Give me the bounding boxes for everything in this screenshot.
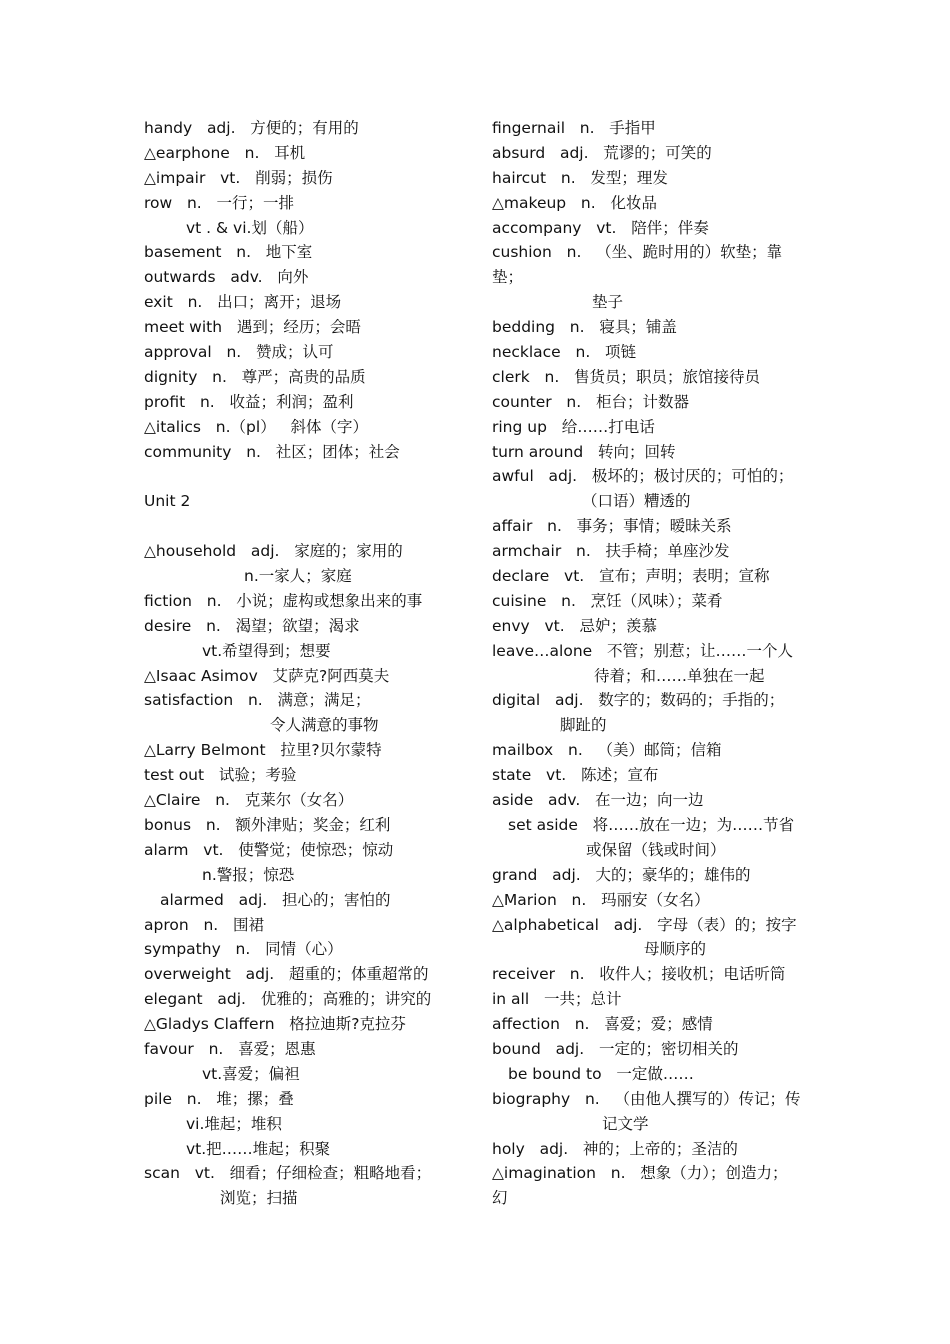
vocabulary-column-right: [492, 116, 812, 1211]
vocab-entry: alarm vt. 使警觉；使惊恐；惊动: [144, 840, 394, 859]
unit-heading: Unit 2: [144, 492, 191, 511]
vocab-entry: desire n. 渴望；欲望；渴求: [144, 616, 360, 635]
vocab-entry: clerk n. 售货员；职员；旅馆接待员: [492, 367, 761, 386]
vocab-entry: elegant adj. 优雅的；高雅的；讲究的: [144, 990, 432, 1009]
vocab-entry: vi.堆起；堆积: [186, 1114, 282, 1133]
vocab-entry: 幻: [492, 1189, 508, 1208]
vocab-entry: △imagination n. 想象（力）；创造力；: [492, 1164, 788, 1183]
vocab-entry: vt . & vi.划（船）: [186, 218, 314, 237]
vocab-entry: test out 试验；考验: [144, 766, 297, 785]
vocab-entry: be bound to 一定做……: [508, 1064, 694, 1083]
vocab-entry: turn around 转向；回转: [492, 442, 676, 461]
vocab-entry: cuisine n. 烹饪（风味）；菜肴: [492, 591, 723, 610]
vocab-entry: △Marion n. 玛丽安（女名）: [492, 890, 710, 909]
vocab-entry: 垫子: [592, 293, 624, 312]
vocab-entry: n.警报；惊恐: [202, 865, 295, 884]
vocab-entry: in all 一共；总计: [492, 990, 622, 1009]
vocab-entry: community n. 社区；团体；社会: [144, 442, 400, 461]
vocab-entry: △Gladys Claffern 格拉迪斯?克拉芬: [144, 1015, 407, 1034]
vocab-entry: bonus n. 额外津贴；奖金；红利: [144, 815, 391, 834]
vocab-entry: △household adj. 家庭的；家用的: [144, 542, 403, 561]
vocab-entry: 令人满意的事物: [270, 716, 379, 735]
vocab-entry: （口语）糟透的: [582, 492, 691, 511]
vocab-entry: △impair vt. 削弱；损伤: [144, 168, 333, 187]
vocab-entry: aside adv. 在一边；向一边: [492, 791, 704, 810]
vocab-entry: envy vt. 忌妒；羡慕: [492, 616, 657, 635]
vocab-entry: pile n. 堆；摞；叠: [144, 1089, 294, 1108]
vocab-entry: biography n. （由他人撰写的）传记；传: [492, 1089, 801, 1108]
vocab-entry: satisfaction n. 满意；满足；: [144, 691, 371, 710]
vocab-entry: favour n. 喜爱；恩惠: [144, 1039, 316, 1058]
vocab-entry: overweight adj. 超重的；体重超常的: [144, 965, 429, 984]
vocab-entry: △makeup n. 化妆品: [492, 193, 657, 212]
vocab-entry: △Larry Belmont 拉里?贝尔蒙特: [144, 741, 382, 760]
vocab-entry: profit n. 收益；利润；盈利: [144, 392, 354, 411]
vocab-entry: grand adj. 大的；豪华的；雄伟的: [492, 865, 751, 884]
vocab-entry: fiction n. 小说；虚构或想象出来的事: [144, 591, 423, 610]
vocab-entry: accompany vt. 陪伴；伴奏: [492, 218, 709, 237]
vocab-entry: △Claire n. 克莱尔（女名）: [144, 791, 354, 810]
vocab-entry: cushion n. （坐、跪时用的）软垫；靠: [492, 243, 783, 262]
vocab-entry: counter n. 柜台；计数器: [492, 392, 689, 411]
vocab-entry: bound adj. 一定的；密切相关的: [492, 1039, 739, 1058]
vocab-entry: row n. 一行；一排: [144, 193, 295, 212]
vocab-entry: vt.把……堆起；积聚: [186, 1139, 331, 1158]
vocabulary-column-left: [144, 116, 474, 1211]
vocab-entry: receiver n. 收件人；接收机；电话听筒: [492, 965, 786, 984]
vocab-entry: sympathy n. 同情（心）: [144, 940, 343, 959]
vocab-entry: declare vt. 宣布；声明；表明；宣称: [492, 567, 770, 586]
vocab-entry: △italics n.（pl） 斜体（字）: [144, 417, 368, 436]
vocab-entry: affair n. 事务；事情；暧昧关系: [492, 517, 732, 536]
blank-line: [144, 464, 474, 489]
vocab-entry: 或保留（钱或时间）: [586, 840, 726, 859]
vocab-entry: 脚趾的: [560, 716, 607, 735]
vocab-entry: n.一家人；家庭: [244, 567, 352, 586]
vocab-entry: affection n. 喜爱；爱；感情: [492, 1015, 713, 1034]
vocab-entry: mailbox n. （美）邮筒；信箱: [492, 741, 722, 760]
vocab-entry: △alphabetical adj. 字母（表）的；按字: [492, 915, 797, 934]
vocab-entry: vt.希望得到；想要: [202, 641, 331, 660]
vocab-entry: state vt. 陈述；宣布: [492, 766, 659, 785]
vocab-entry: haircut n. 发型；理发: [492, 168, 668, 187]
vocab-entry: awful adj. 极坏的；极讨厌的；可怕的；: [492, 467, 794, 486]
vocab-entry: exit n. 出口；离开；退场: [144, 293, 342, 312]
vocab-entry: 浏览；扫描: [220, 1189, 298, 1208]
vocab-entry: bedding n. 寝具；铺盖: [492, 318, 677, 337]
vocab-entry: armchair n. 扶手椅；单座沙发: [492, 542, 730, 561]
vocab-entry: absurd adj. 荒谬的；可笑的: [492, 143, 712, 162]
vocab-entry: apron n. 围裙: [144, 915, 264, 934]
blank-line: [144, 514, 474, 539]
vocab-entry: alarmed adj. 担心的；害怕的: [160, 890, 391, 909]
vocab-entry: △earphone n. 耳机: [144, 143, 306, 162]
vocab-entry: leave…alone 不管；别惹；让……一个人: [492, 641, 793, 660]
vocab-entry: handy adj. 方便的；有用的: [144, 119, 359, 137]
vocab-entry: outwards adv. 向外: [144, 268, 309, 287]
vocab-entry: basement n. 地下室: [144, 243, 313, 262]
vocab-entry: scan vt. 细看；仔细检查；粗略地看；: [144, 1164, 432, 1183]
vocab-entry: △Isaac Asimov 艾萨克?阿西莫夫: [144, 666, 390, 685]
vocab-entry: digital adj. 数字的；数码的；手指的；: [492, 691, 785, 710]
vocab-entry: 待着；和……单独在一起: [594, 666, 765, 685]
vocab-entry: dignity n. 尊严；高贵的品质: [144, 367, 366, 386]
vocab-entry: meet with 遇到；经历；会晤: [144, 318, 361, 337]
vocab-entry: necklace n. 项链: [492, 343, 637, 362]
vocab-entry: 垫；: [492, 268, 524, 287]
vocab-entry: holy adj. 神的；上帝的；圣洁的: [492, 1139, 738, 1158]
vocab-entry: ring up 给……打电话: [492, 417, 655, 436]
vocab-entry: fingernail n. 手指甲: [492, 119, 656, 137]
vocab-entry: approval n. 赞成；认可: [144, 343, 334, 362]
vocab-entry: 母顺序的: [644, 940, 707, 959]
vocab-entry: set aside 将……放在一边；为……节省: [508, 815, 795, 834]
vocab-entry: 记文学: [602, 1114, 649, 1133]
vocab-entry: vt.喜爱；偏袒: [202, 1064, 300, 1083]
